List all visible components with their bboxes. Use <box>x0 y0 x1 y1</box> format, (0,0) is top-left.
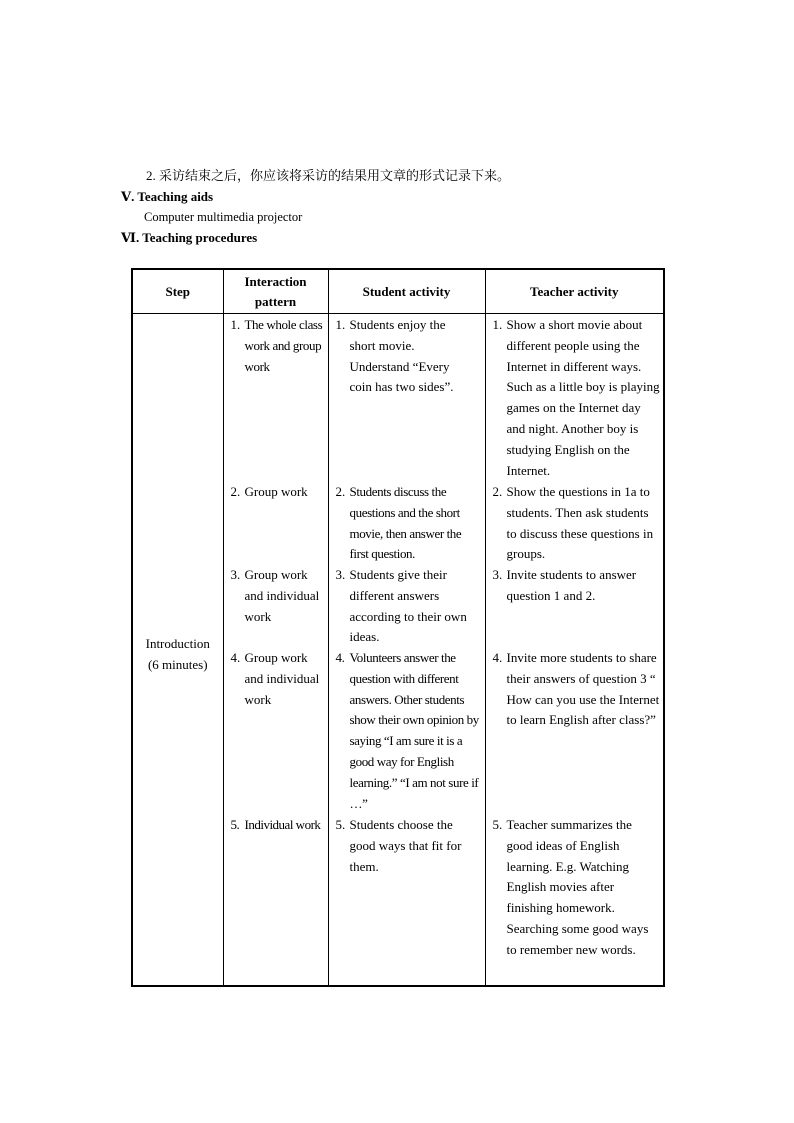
teacher-text: Teacher summarizes the good ideas of English learning. E.g. Watching English movies after finishing homework. Searching some good ways to remember new words. <box>506 817 649 957</box>
list-item <box>329 315 485 482</box>
list-item <box>486 315 664 482</box>
list-item <box>224 482 328 565</box>
list-item <box>486 565 664 648</box>
teacher-activity-column <box>485 314 664 987</box>
student-activity-column <box>328 314 485 987</box>
pattern-text: The whole class work and group work <box>244 317 323 374</box>
chinese-instruction-line: 2. 采访结束之后，你应该将采访的结果用文章的形式记录下来。 <box>146 168 511 183</box>
list-item <box>224 315 328 482</box>
item-number: 4. <box>492 650 503 665</box>
teaching-procedures-heading: Ⅵ. Teaching procedures <box>121 230 258 245</box>
item-number: 2. <box>492 484 503 499</box>
pattern-text: Group work and individual work <box>244 567 320 624</box>
header-student-activity: Student activity <box>328 269 485 314</box>
item-number: 2. <box>335 484 346 499</box>
teacher-text: Invite students to answer question 1 and 2. <box>506 567 637 603</box>
item-number: 5. <box>335 817 346 832</box>
student-text: Students choose the good ways that fit for them. <box>349 817 462 874</box>
list-item <box>329 815 485 985</box>
item-number: 5. <box>230 817 240 832</box>
item-number: 1. <box>492 317 503 332</box>
list-item <box>486 648 664 815</box>
teacher-text: Show the questions in 1a to students. Then ask students to discuss these questions in groups. <box>506 484 654 562</box>
student-text: Students give their different answers according to their own ideas. <box>349 567 467 645</box>
step-label: Introduction (6 minutes) <box>145 635 210 672</box>
item-number: 4. <box>335 650 345 665</box>
teacher-text: Invite more students to share their answers of question 3 “ How can you use the Internet to learn English after class?” <box>506 650 660 728</box>
item-number: 1. <box>230 317 241 332</box>
item-number: 3. <box>492 567 503 582</box>
header-teacher-activity: Teacher activity <box>485 269 664 314</box>
pattern-text: Group work <box>244 484 308 499</box>
list-item <box>486 482 664 565</box>
list-item <box>329 482 485 565</box>
list-item <box>224 565 328 648</box>
student-text: Students discuss the questions and the short movie, then answer the first question. <box>349 484 462 562</box>
pattern-text: Group work and individual work <box>244 650 320 707</box>
student-text: Students enjoy the short movie. Understand “Every coin has two sides”. <box>349 317 454 395</box>
pattern-column <box>223 314 328 987</box>
table-row <box>132 314 664 987</box>
item-number: 4. <box>230 650 241 665</box>
item-number: 5. <box>492 817 503 832</box>
item-number: 1. <box>335 317 346 332</box>
header-interaction-pattern <box>223 269 328 314</box>
step-cell <box>132 314 223 987</box>
list-item <box>486 815 664 985</box>
list-item <box>329 648 485 815</box>
item-number: 3. <box>335 567 346 582</box>
list-item <box>224 815 328 985</box>
table-header-row <box>132 269 664 314</box>
teaching-aids-heading: Ⅴ. Teaching aids <box>121 189 214 204</box>
list-item <box>329 565 485 648</box>
item-number: 2. <box>230 484 241 499</box>
list-item <box>224 648 328 815</box>
pattern-text: Individual work <box>244 817 321 832</box>
student-text: Volunteers answer the question with different answers. Other students show their own opinion by saying “I am sure it is a good way for English learning.” “I am not sure if …” <box>349 650 479 811</box>
teacher-text: Show a short movie about different people using the Internet in different ways. Such as a little boy is playing games on the Internet day and night. Another boy is studying English on the Internet. <box>506 317 660 478</box>
teaching-procedures-table <box>131 268 665 987</box>
teaching-aids-body: Computer multimedia projector <box>144 210 303 224</box>
item-number: 3. <box>230 567 241 582</box>
header-step: Step <box>132 269 223 314</box>
header-interaction-pattern-label: Interaction pattern <box>244 273 307 309</box>
